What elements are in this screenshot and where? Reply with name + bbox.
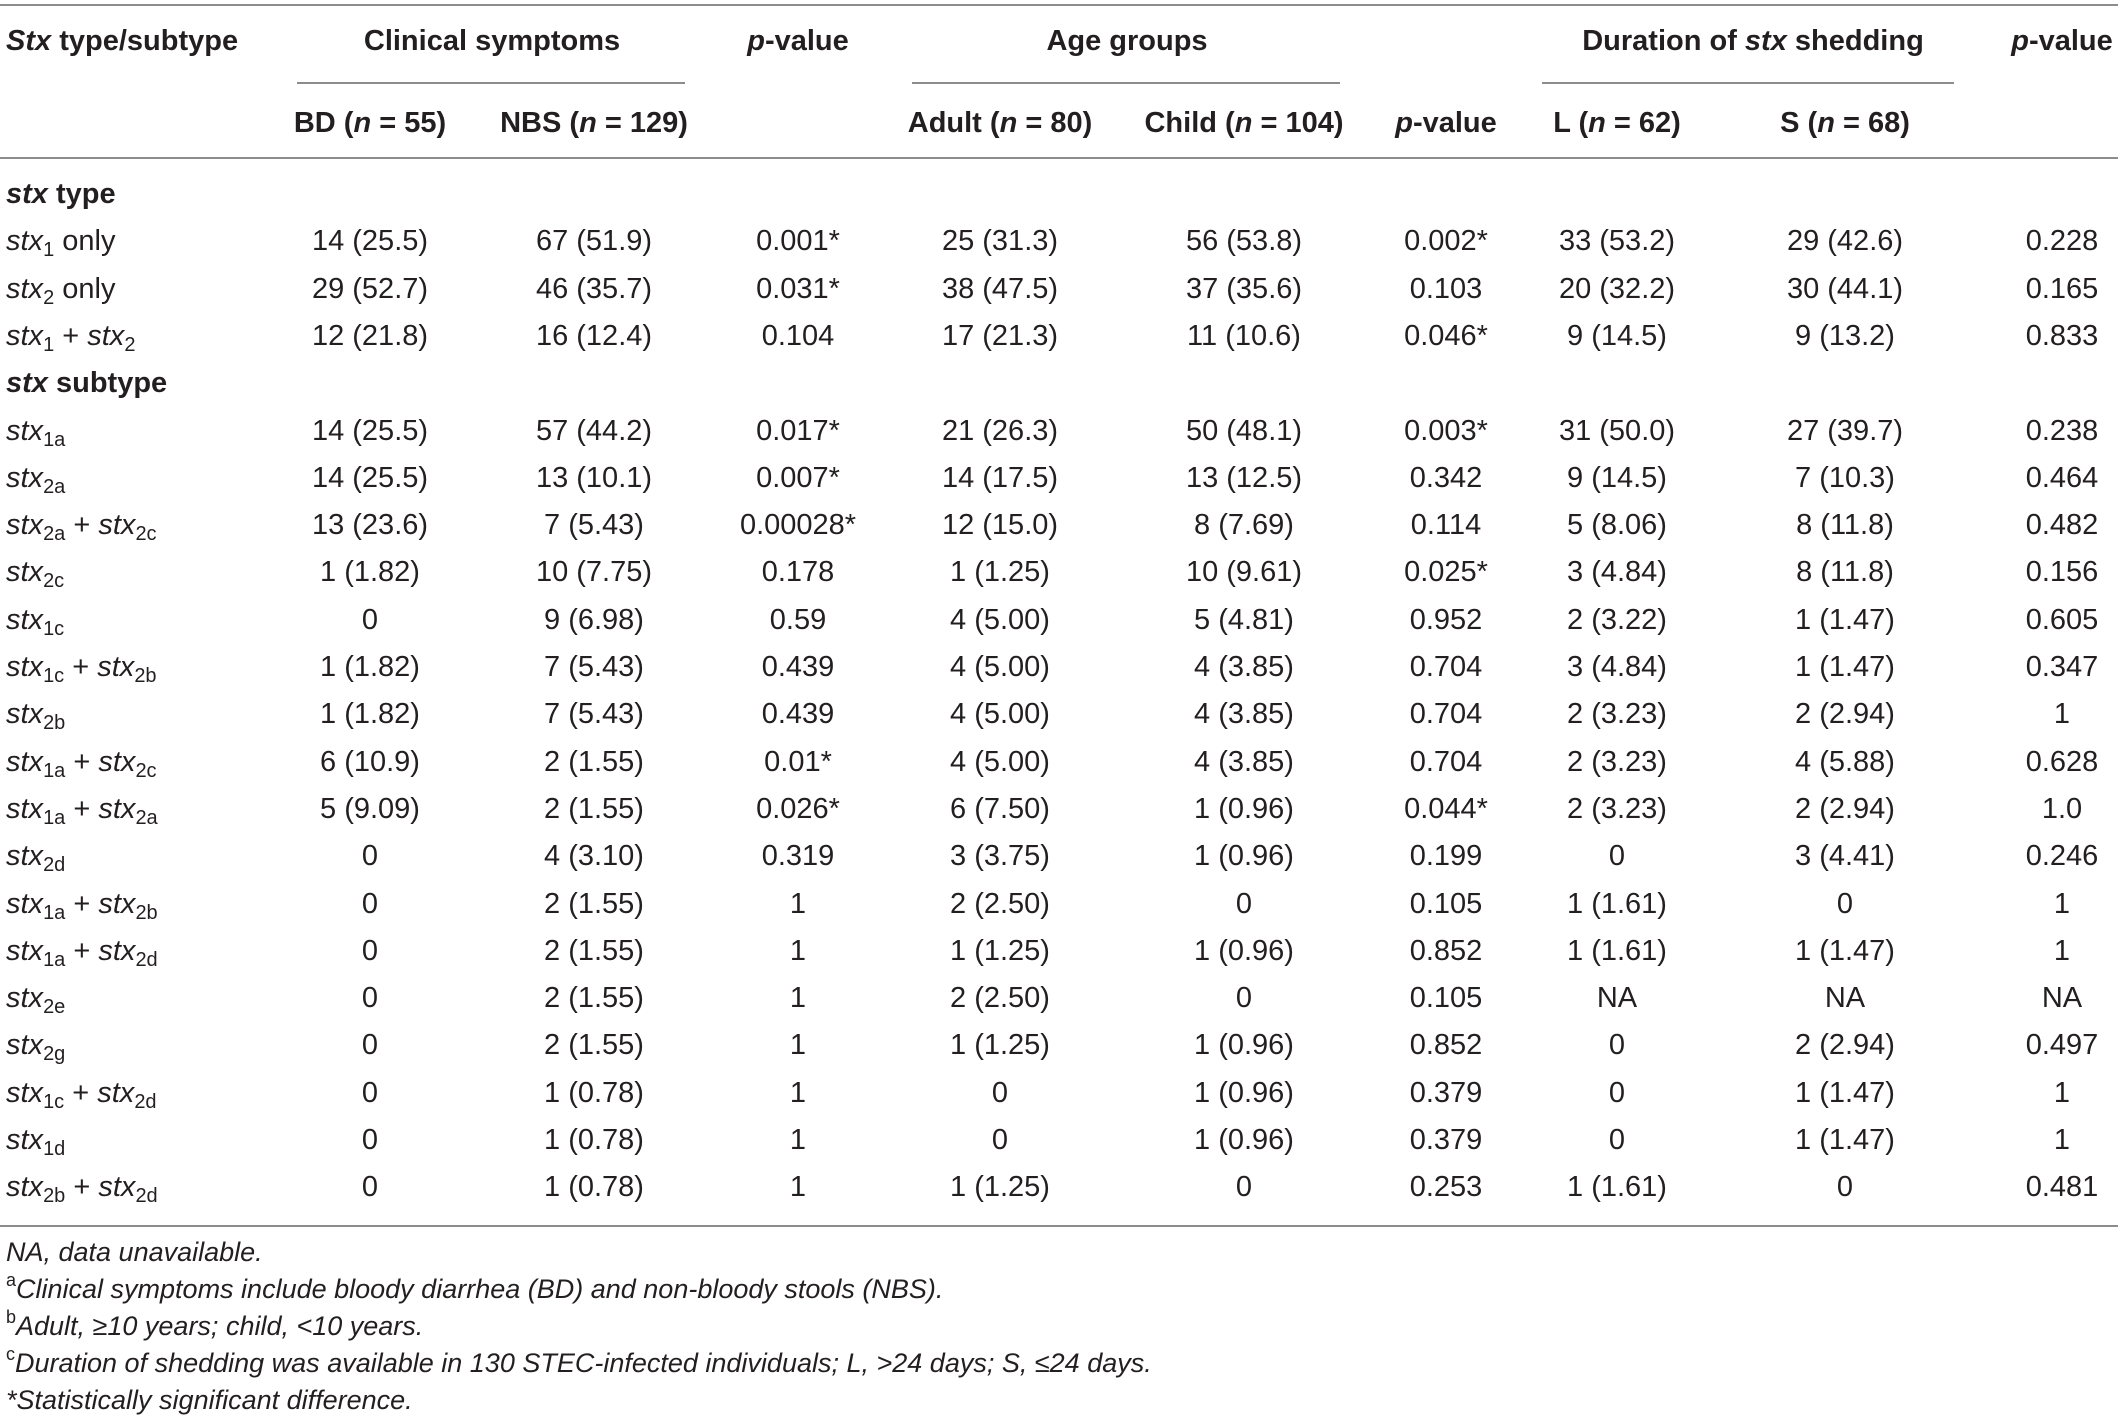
cell-child: 50 (48.1) <box>1185 414 1303 447</box>
row-label: stx$_{1a}$ + stx$_{2c}$ <box>6 745 157 782</box>
cell-s: 30 (44.1) <box>1786 272 1904 305</box>
nbs-header: NBS (n = 129) <box>500 107 688 139</box>
cell-bd: 1 (1.82) <box>320 651 420 683</box>
cell-nbs: 10 (7.75) <box>535 556 653 589</box>
cell-bd: 0 <box>361 887 379 920</box>
cell-nbs: 57 (44.2) <box>535 414 653 447</box>
cell-p-age: 0.114 <box>1410 509 1482 542</box>
cell-adult: 17 (21.3) <box>941 319 1059 352</box>
s-header: S (n = 68) <box>1780 107 1910 139</box>
cell-child: 0 <box>1235 982 1253 1015</box>
cell-nbs: 2 (1.55) <box>544 982 644 1015</box>
cell-child: 56 (53.8) <box>1185 225 1303 258</box>
cell-l: 1 (1.61) <box>1567 1171 1667 1204</box>
cell-l: 2 (3.23) <box>1567 792 1667 825</box>
cell-s: 7 (10.3) <box>1795 461 1895 494</box>
cell-p-age: 0.379 <box>1409 1124 1483 1156</box>
age-group-rule <box>912 82 1340 84</box>
cell-l: 3 (4.84) <box>1567 651 1667 683</box>
cell-p-clinical: 0.439 <box>761 698 835 731</box>
cell-p-clinical: 0.026* <box>756 792 840 825</box>
cell-p-duration: 0.605 <box>2025 603 2099 636</box>
cell-bd: 14 (25.5) <box>311 225 429 258</box>
cell-p-duration: 0.481 <box>2025 1171 2099 1204</box>
cell-l: 2 (3.22) <box>1567 603 1667 636</box>
cell-nbs: 2 (1.55) <box>544 792 644 825</box>
section-heading: stx type <box>6 178 116 210</box>
clinical-group-rule <box>297 82 685 84</box>
table-bottom-rule <box>0 1225 2118 1227</box>
cell-child: 1 (0.96) <box>1194 840 1294 873</box>
cell-bd: 14 (25.5) <box>311 414 429 447</box>
clinical-symptoms-header: Clinical symptoms <box>363 25 621 57</box>
row-label: stx$_{2e}$ <box>6 982 66 1019</box>
cell-nbs: 7 (5.43) <box>544 698 644 731</box>
footnote-b: $^b$Adult, ≥10 years; child, <10 years. <box>6 1307 424 1341</box>
cell-adult: 2 (2.50) <box>950 887 1050 920</box>
cell-bd: 5 (9.09) <box>320 792 420 825</box>
cell-l: 2 (3.23) <box>1567 698 1667 731</box>
cell-l: 0 <box>1608 1124 1626 1156</box>
cell-nbs: 13 (10.1) <box>535 461 653 494</box>
cell-child: 13 (12.5) <box>1185 461 1303 494</box>
header-bottom-rule <box>0 157 2118 159</box>
row-label: stx$_{2c}$ <box>6 556 65 593</box>
cell-p-age: 0.105 <box>1409 982 1483 1015</box>
cell-nbs: 2 (1.55) <box>544 887 644 920</box>
age-groups-header: Age groups <box>1046 25 1208 57</box>
cell-p-clinical: 0.001* <box>756 225 840 258</box>
cell-p-age: 0.003* <box>1404 414 1488 447</box>
cell-p-duration: 0.833 <box>2025 319 2099 352</box>
cell-p-duration: 1.0 <box>2041 792 2083 825</box>
stub-header: Stx type/subtype <box>6 25 239 57</box>
cell-child: 8 (7.69) <box>1194 509 1294 542</box>
cell-s: 8 (11.8) <box>1796 556 1894 589</box>
footnote-star: *Statistically significant difference. <box>6 1385 413 1415</box>
row-label: stx$_{2b}$ + stx$_{2d}$ <box>6 1171 158 1208</box>
cell-p-duration: 1 <box>2053 1124 2071 1156</box>
cell-p-clinical: 1 <box>789 1076 807 1109</box>
cell-s: 1 (1.47) <box>1795 651 1895 683</box>
cell-nbs: 67 (51.9) <box>535 225 653 258</box>
p-value-header-2: p-value <box>1395 107 1497 139</box>
cell-s: 1 (1.47) <box>1795 1124 1895 1156</box>
cell-l: 0 <box>1608 1029 1626 1062</box>
table-top-rule <box>0 4 2118 6</box>
cell-adult: 0 <box>991 1124 1009 1156</box>
cell-adult: 14 (17.5) <box>941 461 1059 494</box>
cell-child: 11 (10.6) <box>1187 319 1301 352</box>
cell-l: 0 <box>1608 840 1626 873</box>
cell-s: 1 (1.47) <box>1795 934 1895 967</box>
cell-p-duration: 0.246 <box>2025 840 2099 873</box>
cell-p-clinical: 1 <box>789 1124 807 1156</box>
cell-p-clinical: 0.00028* <box>739 509 857 542</box>
cell-l: 1 (1.61) <box>1567 887 1667 920</box>
cell-p-duration: 0.165 <box>2025 272 2099 305</box>
cell-nbs: 9 (6.98) <box>544 603 644 636</box>
cell-adult: 38 (47.5) <box>941 272 1059 305</box>
cell-bd: 29 (52.7) <box>311 272 429 305</box>
cell-p-age: 0.704 <box>1409 698 1483 731</box>
cell-bd: 1 (1.82) <box>320 698 420 731</box>
section-heading: stx subtype <box>6 367 168 400</box>
cell-p-clinical: 1 <box>789 1171 807 1204</box>
cell-p-age: 0.852 <box>1409 1029 1483 1062</box>
cell-nbs: 46 (35.7) <box>535 272 653 305</box>
cell-nbs: 16 (12.4) <box>535 319 653 352</box>
cell-adult: 6 (7.50) <box>950 792 1050 825</box>
cell-p-duration: 1 <box>2053 1076 2071 1109</box>
cell-l: 1 (1.61) <box>1567 934 1667 967</box>
cell-p-age: 0.025* <box>1404 556 1488 589</box>
cell-p-duration: 1 <box>2053 698 2071 731</box>
cell-adult: 4 (5.00) <box>950 603 1050 636</box>
cell-child: 5 (4.81) <box>1194 603 1294 636</box>
cell-s: 27 (39.7) <box>1786 414 1904 447</box>
cell-p-age: 0.002* <box>1404 225 1488 258</box>
cell-p-clinical: 1 <box>789 934 807 967</box>
cell-adult: 21 (26.3) <box>941 414 1059 447</box>
cell-s: 1 (1.47) <box>1795 1076 1895 1109</box>
cell-p-clinical: 0.178 <box>761 556 835 589</box>
cell-p-duration: 0.156 <box>2025 556 2099 589</box>
footnote-c: $^c$Duration of shedding was available in 130 STEC-infected individuals; L, >24 days; S, ≤24 days. <box>6 1344 1152 1378</box>
cell-p-duration: 0.347 <box>2025 651 2099 683</box>
cell-p-duration: 1 <box>2053 934 2071 967</box>
cell-p-clinical: 0.319 <box>761 840 835 873</box>
footnote-na: NA, data unavailable. <box>6 1237 263 1267</box>
cell-p-clinical: 0.017* <box>756 414 840 447</box>
cell-adult: 4 (5.00) <box>950 651 1050 683</box>
cell-p-age: 0.952 <box>1409 603 1483 636</box>
cell-adult: 0 <box>991 1076 1009 1109</box>
cell-bd: 12 (21.8) <box>311 319 429 352</box>
row-label: stx$_1$ + stx$_2$ <box>6 319 136 356</box>
cell-p-clinical: 1 <box>789 1029 807 1062</box>
row-label: stx$_{1a}$ + stx$_{2d}$ <box>6 934 158 971</box>
cell-child: 1 (0.96) <box>1194 1029 1294 1062</box>
cell-adult: 1 (1.25) <box>950 1171 1050 1204</box>
cell-p-age: 0.105 <box>1409 887 1483 920</box>
cell-nbs: 4 (3.10) <box>544 840 644 873</box>
cell-l: 3 (4.84) <box>1567 556 1667 589</box>
row-label: stx$_{2b}$ <box>6 698 66 735</box>
cell-p-age: 0.253 <box>1409 1171 1483 1204</box>
duration-group-rule <box>1542 82 1954 84</box>
cell-bd: 0 <box>361 840 379 873</box>
cell-nbs: 2 (1.55) <box>544 1029 644 1062</box>
row-label: stx$_{2a}$ <box>6 461 66 498</box>
cell-s: 29 (42.6) <box>1786 225 1904 258</box>
row-label: stx$_{1a}$ + stx$_{2a}$ <box>6 792 158 829</box>
cell-l: 9 (14.5) <box>1567 319 1667 352</box>
cell-p-age: 0.379 <box>1409 1076 1483 1109</box>
cell-bd: 0 <box>361 1171 379 1204</box>
cell-s: 2 (2.94) <box>1795 792 1895 825</box>
cell-bd: 13 (23.6) <box>311 509 429 542</box>
cell-s: 0 <box>1836 887 1854 920</box>
cell-p-clinical: 1 <box>789 982 807 1015</box>
cell-p-clinical: 0.104 <box>761 319 835 352</box>
footnote-a: $^a$Clinical symptoms include bloody diarrhea (BD) and non-bloody stools (NBS). <box>6 1270 944 1304</box>
cell-p-duration: NA <box>2041 982 2083 1015</box>
cell-s: 1 (1.47) <box>1795 603 1895 636</box>
cell-p-clinical: 0.59 <box>769 603 827 636</box>
cell-p-duration: 1 <box>2053 887 2071 920</box>
cell-bd: 0 <box>361 934 379 967</box>
cell-bd: 14 (25.5) <box>311 461 429 494</box>
l-header: L (n = 62) <box>1553 107 1681 139</box>
cell-bd: 0 <box>361 1076 379 1109</box>
cell-adult: 1 (1.25) <box>950 556 1050 589</box>
cell-p-clinical: 0.439 <box>761 651 835 683</box>
cell-p-clinical: 0.031* <box>756 272 840 305</box>
cell-child: 1 (0.96) <box>1194 1124 1294 1156</box>
cell-l: 33 (53.2) <box>1558 225 1676 258</box>
row-label: stx$_{2g}$ <box>6 1029 66 1066</box>
cell-bd: 0 <box>361 603 379 636</box>
cell-bd: 0 <box>361 1029 379 1062</box>
cell-bd: 1 (1.82) <box>320 556 420 589</box>
cell-s: 0 <box>1836 1171 1854 1204</box>
cell-nbs: 7 (5.43) <box>544 509 644 542</box>
cell-s: 8 (11.8) <box>1796 509 1894 542</box>
row-label: stx$_{1a}$ + stx$_{2b}$ <box>6 887 158 924</box>
p-value-header-1: p-value <box>747 25 849 57</box>
child-header: Child (n = 104) <box>1144 107 1344 139</box>
row-label: stx$_1$ only <box>6 225 116 262</box>
cell-adult: 2 (2.50) <box>950 982 1050 1015</box>
cell-nbs: 2 (1.55) <box>544 934 644 967</box>
adult-header: Adult (n = 80) <box>907 107 1093 139</box>
cell-adult: 1 (1.25) <box>950 1029 1050 1062</box>
cell-p-duration: 0.464 <box>2025 461 2099 494</box>
cell-child: 4 (3.85) <box>1194 698 1294 731</box>
cell-p-duration: 0.228 <box>2025 225 2099 258</box>
cell-child: 1 (0.96) <box>1194 1076 1294 1109</box>
cell-s: 3 (4.41) <box>1795 840 1895 873</box>
cell-l: 31 (50.0) <box>1558 414 1676 447</box>
cell-s: 2 (2.94) <box>1795 698 1895 731</box>
cell-p-duration: 0.238 <box>2025 414 2099 447</box>
cell-l: 0 <box>1608 1076 1626 1109</box>
cell-adult: 3 (3.75) <box>950 840 1050 873</box>
cell-child: 10 (9.61) <box>1185 556 1303 589</box>
cell-p-age: 0.704 <box>1409 651 1483 683</box>
cell-l: 2 (3.23) <box>1567 745 1667 778</box>
cell-bd: 0 <box>361 982 379 1015</box>
cell-s: NA <box>1824 982 1866 1015</box>
row-label: stx$_{1a}$ <box>6 414 66 451</box>
cell-p-age: 0.103 <box>1409 272 1483 305</box>
cell-bd: 6 (10.9) <box>320 745 420 778</box>
cell-s: 2 (2.94) <box>1795 1029 1895 1062</box>
cell-nbs: 1 (0.78) <box>544 1124 644 1156</box>
cell-s: 4 (5.88) <box>1795 745 1895 778</box>
row-label: stx$_{1c}$ + stx$_{2b}$ <box>6 651 157 687</box>
duration-header: Duration of stx shedding <box>1582 25 1924 57</box>
cell-p-age: 0.704 <box>1409 745 1483 778</box>
row-label: stx$_{2d}$ <box>6 840 66 877</box>
cell-p-age: 0.342 <box>1409 461 1483 494</box>
cell-nbs: 1 (0.78) <box>544 1076 644 1109</box>
cell-nbs: 2 (1.55) <box>544 745 644 778</box>
cell-p-clinical: 0.01* <box>764 745 832 778</box>
cell-p-clinical: 0.007* <box>756 461 840 494</box>
cell-child: 1 (0.96) <box>1194 792 1294 825</box>
cell-l: 20 (32.2) <box>1558 272 1676 305</box>
cell-p-age: 0.044* <box>1404 792 1488 825</box>
cell-child: 0 <box>1235 1171 1253 1204</box>
cell-child: 0 <box>1235 887 1253 920</box>
cell-p-duration: 0.628 <box>2025 745 2099 778</box>
cell-l: NA <box>1596 982 1638 1015</box>
cell-child: 1 (0.96) <box>1194 934 1294 967</box>
cell-p-age: 0.046* <box>1404 319 1488 352</box>
p-value-header-3: p-value <box>2011 25 2113 57</box>
row-label: stx$_{1c}$ <box>6 603 65 640</box>
cell-l: 9 (14.5) <box>1567 461 1667 494</box>
row-label: stx$_2$ only <box>6 272 116 309</box>
cell-p-age: 0.199 <box>1409 840 1483 873</box>
row-label: stx$_{1d}$ <box>6 1124 66 1160</box>
cell-adult: 12 (15.0) <box>941 509 1059 542</box>
cell-child: 4 (3.85) <box>1194 745 1294 778</box>
cell-child: 37 (35.6) <box>1185 272 1303 305</box>
row-label: stx$_{2a}$ + stx$_{2c}$ <box>6 509 157 546</box>
cell-adult: 4 (5.00) <box>950 745 1050 778</box>
cell-adult: 4 (5.00) <box>950 698 1050 731</box>
row-label: stx$_{1c}$ + stx$_{2d}$ <box>6 1076 157 1113</box>
cell-nbs: 1 (0.78) <box>544 1171 644 1204</box>
bd-header: BD (n = 55) <box>293 107 447 139</box>
cell-bd: 0 <box>361 1124 379 1156</box>
cell-p-clinical: 1 <box>789 887 807 920</box>
cell-p-duration: 0.482 <box>2025 509 2099 542</box>
cell-p-age: 0.852 <box>1409 934 1483 967</box>
cell-s: 9 (13.2) <box>1795 319 1895 352</box>
cell-child: 4 (3.85) <box>1194 651 1294 683</box>
cell-p-duration: 0.497 <box>2025 1029 2099 1062</box>
cell-adult: 25 (31.3) <box>941 225 1059 258</box>
cell-l: 5 (8.06) <box>1567 509 1667 542</box>
cell-adult: 1 (1.25) <box>950 934 1050 967</box>
cell-nbs: 7 (5.43) <box>544 651 644 683</box>
